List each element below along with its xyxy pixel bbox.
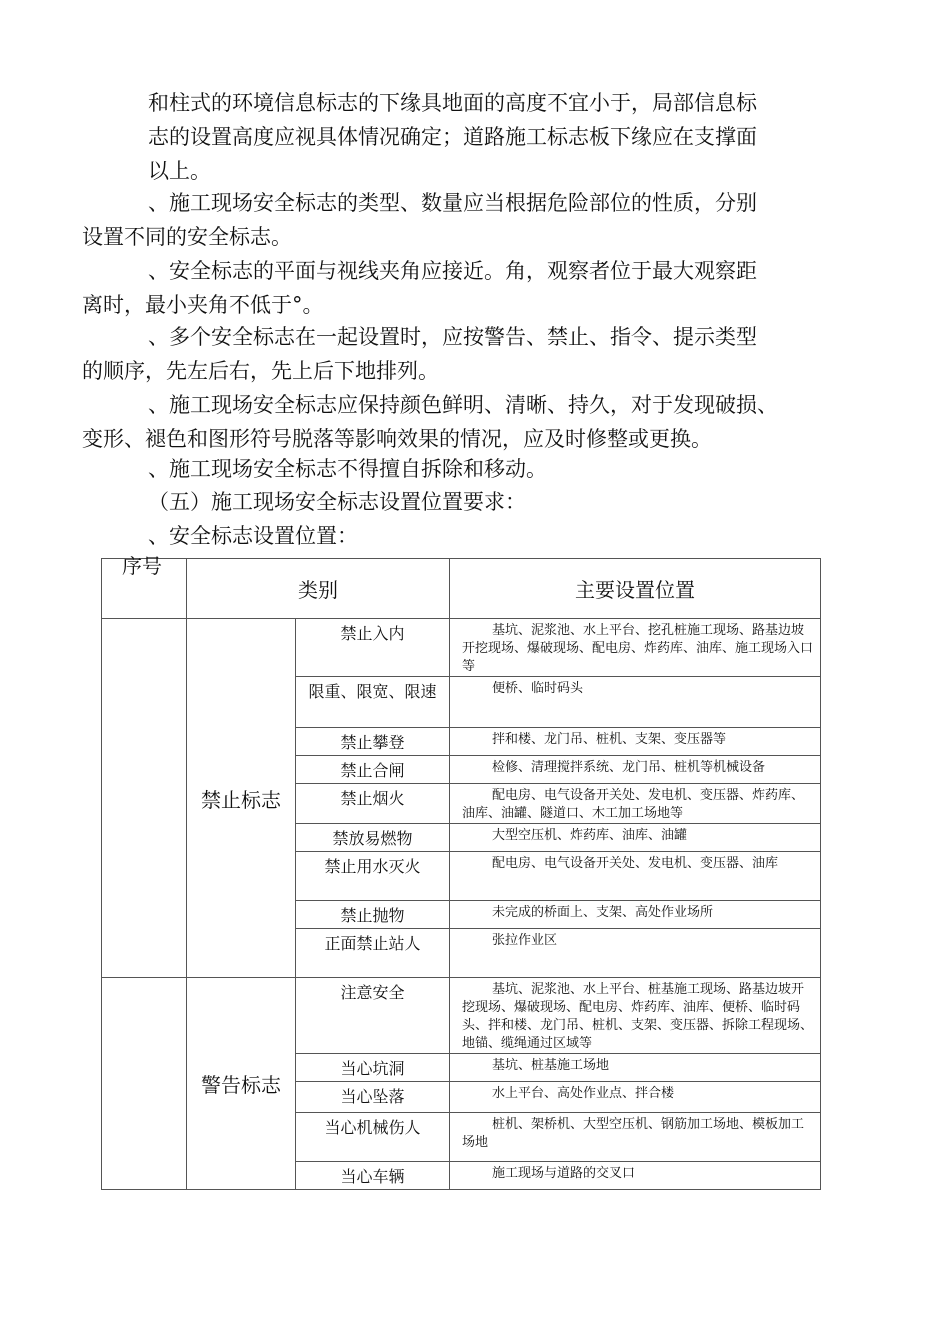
sign-location: 桩机、架桥机、大型空压机、钢筋加工场地、模板加工场地 (450, 1113, 821, 1162)
sign-group-label: 禁止标志 (187, 619, 296, 978)
header-category: 类别 (187, 559, 450, 619)
sign-location-table (101, 554, 821, 1190)
sign-location: 拌和楼、龙门吊、桩机、支架、变压器等 (450, 728, 821, 756)
text-line: 、安全标志的平面与视线夹角应接近。角，观察者位于最大观察距 (148, 259, 757, 283)
sign-location: 配电房、电气设备开关处、发电机、变压器、油库 (450, 852, 821, 901)
table-header-row (102, 559, 821, 619)
sign-location: 大型空压机、炸药库、油库、油罐 (450, 824, 821, 852)
header-location: 主要设置位置 (450, 559, 821, 619)
sign-name: 禁放易燃物 (296, 824, 450, 852)
sign-location: 未完成的桥面上、支架、高处作业场所 (450, 901, 821, 929)
sign-location: 配电房、电气设备开关处、发电机、变压器、炸药库、油库、油罐、隧道口、木工加工场地等 (450, 784, 821, 824)
sign-name: 限重、限宽、限速 (296, 677, 450, 728)
paragraph-sign-types (82, 186, 757, 254)
sign-name: 禁止攀登 (296, 728, 450, 756)
text-line: 、多个安全标志在一起设置时，应按警告、禁止、指令、提示类型 (148, 325, 757, 349)
seq-cell (102, 978, 187, 1190)
sign-group-label: 警告标志 (187, 978, 296, 1190)
header-seq: 序号 (102, 559, 187, 619)
sign-location: 基坑、泥浆池、水上平台、挖孔桩施工现场、路基边坡开挖现场、爆破现场、配电房、炸药库、油库、施工现场入口等 (450, 619, 821, 677)
sign-name: 注意安全 (296, 978, 450, 1054)
table-row (102, 619, 821, 677)
paragraph-no-removal: 、施工现场安全标志不得擅自拆除和移动。 (148, 457, 547, 481)
section-heading: （五）施工现场安全标志设置位置要求： (148, 490, 526, 514)
paragraph-sign-height (148, 86, 757, 188)
sign-name: 禁止烟火 (296, 784, 450, 824)
paragraph-sign-maintenance (82, 388, 778, 456)
text-line: 、施工现场安全标志应保持颜色鲜明、清晰、持久，对于发现破损、 (148, 393, 778, 417)
paragraph-sign-order (82, 320, 757, 388)
sign-name: 当心车辆 (296, 1162, 450, 1190)
seq-cell (102, 619, 187, 978)
text-line: 、施工现场安全标志的类型、数量应当根据危险部位的性质，分别 (148, 191, 757, 215)
subsection-heading: 、安全标志设置位置： (148, 524, 358, 548)
sign-name: 禁止抛物 (296, 901, 450, 929)
sign-location: 基坑、桩基施工场地 (450, 1054, 821, 1082)
paragraph-sign-angle (82, 254, 757, 322)
text-line: 的顺序，先左后右，先上后下地排列。 (82, 359, 439, 383)
sign-location: 施工现场与道路的交叉口 (450, 1162, 821, 1190)
text-line: 离时，最小夹角不低于°。 (82, 293, 324, 317)
sign-name: 当心坑洞 (296, 1054, 450, 1082)
text-line: 设置不同的安全标志。 (82, 225, 292, 249)
sign-name: 禁止合闸 (296, 756, 450, 784)
text-line: 和柱式的环境信息标志的下缘具地面的高度不宜小于，局部信息标 (148, 91, 757, 115)
text-line: 志的设置高度应视具体情况确定；道路施工标志板下缘应在支撑面 (148, 125, 757, 149)
sign-location: 便桥、临时码头 (450, 677, 821, 728)
sign-location: 水上平台、高处作业点、拌合楼 (450, 1082, 821, 1113)
sign-name: 正面禁止站人 (296, 929, 450, 978)
text-line: 变形、褪色和图形符号脱落等影响效果的情况，应及时修整或更换。 (82, 427, 712, 451)
sign-location: 张拉作业区 (450, 929, 821, 978)
sign-location: 检修、清理搅拌系统、龙门吊、桩机等机械设备 (450, 756, 821, 784)
sign-name: 禁止入内 (296, 619, 450, 677)
sign-location: 基坑、泥浆池、水上平台、桩基施工现场、路基边坡开挖现场、爆破现场、配电房、炸药库、油库、便桥、临时码头、拌和楼、龙门吊、桩机、支架、变压器、拆除工程现场、地锚、缆绳通过区域等 (450, 978, 821, 1054)
sign-name: 禁止用水灭火 (296, 852, 450, 901)
sign-name: 当心机械伤人 (296, 1113, 450, 1162)
sign-name: 当心坠落 (296, 1082, 450, 1113)
text-line: 以上。 (148, 159, 211, 183)
table-row (102, 978, 821, 1054)
